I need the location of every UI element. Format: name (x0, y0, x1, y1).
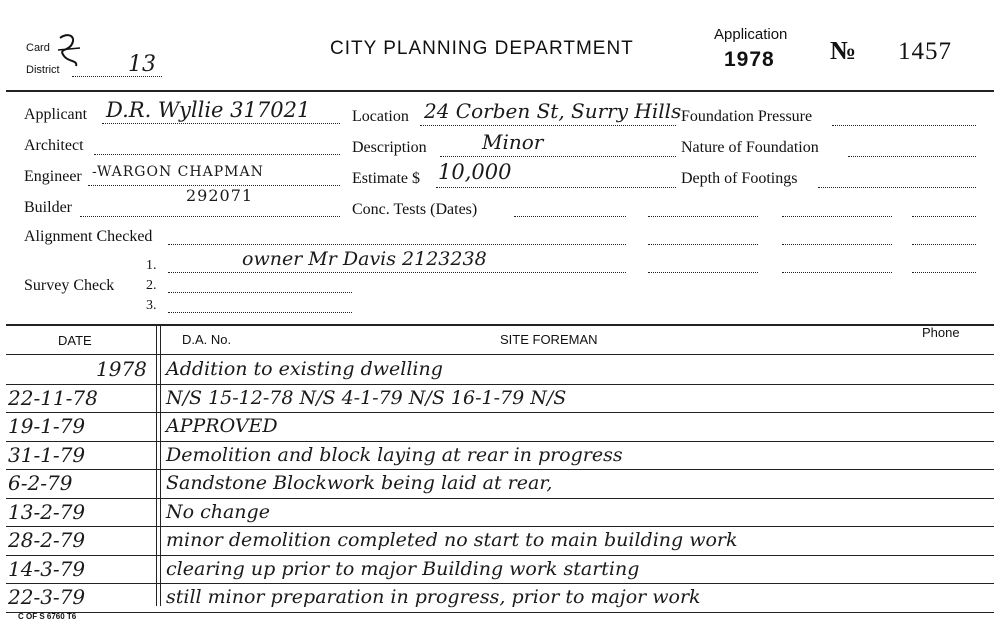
alignment-checked-label: Alignment Checked (24, 228, 153, 245)
architect-label: Architect (24, 137, 84, 154)
engineer-label: Engineer (24, 168, 82, 185)
application-year: 1978 (724, 48, 775, 71)
nature-of-foundation-label: Nature of Foundation (681, 139, 819, 156)
col-phone-header: Phone (922, 325, 960, 340)
application-number: 1457 (898, 38, 952, 65)
row-entry: No change (166, 500, 270, 523)
col-da-header: D.A. No. (182, 332, 232, 347)
applicant-label: Applicant (24, 106, 88, 123)
engineer-value: -WARGON CHAPMAN (92, 164, 264, 180)
description-label: Description (352, 139, 427, 156)
location-label: Location (352, 108, 409, 125)
builder-label: Builder (24, 199, 72, 216)
row-entry: minor demolition completed no start to main building work (166, 529, 738, 551)
card-label: Card (26, 42, 50, 54)
page-title: CITY PLANNING DEPARTMENT (330, 38, 634, 59)
row-entry: Addition to existing dwelling (166, 358, 443, 380)
estimate-label: Estimate $ (352, 170, 420, 187)
row-entry: N/S 15-12-78 N/S 4-1-79 N/S 16-1-79 N/S (166, 386, 567, 409)
col-foreman-header: SITE FOREMAN (500, 332, 598, 347)
row-date: 28-2-79 (8, 528, 86, 552)
estimate-value: 10,000 (438, 160, 512, 184)
number-symbol: № (830, 36, 857, 65)
survey-1-label: 1. (146, 258, 157, 273)
survey-2-label: 2. (146, 278, 157, 293)
row-date: 14-3-79 (8, 556, 86, 581)
row-entry: APPROVED (166, 415, 278, 437)
col-date-header: DATE (58, 333, 92, 348)
row-date: 13-2-79 (8, 499, 86, 524)
row-entry: clearing up prior to major Building work starting (166, 557, 640, 580)
row-entry: Sandstone Blockwork being laid at rear, (166, 472, 553, 494)
row-date: 6-2-79 (8, 471, 73, 495)
foundation-pressure-label: Foundation Pressure (681, 108, 813, 125)
conc-tests-label: Conc. Tests (Dates) (352, 201, 478, 218)
survey-1-value: owner Mr Davis 2123238 (242, 248, 487, 270)
application-label: Application (714, 26, 788, 43)
applicant-value: D.R. Wyllie 317021 (106, 98, 311, 122)
row-date: 31-1-79 (8, 442, 86, 467)
survey-check-label: Survey Check (24, 277, 115, 294)
row-date: 1978 (96, 357, 147, 381)
row-date: 19-1-79 (8, 414, 86, 438)
row-date: 22-3-79 (8, 585, 86, 609)
row-entry: Demolition and block laying at rear in progress (166, 443, 623, 466)
row-entry: still minor preparation in progress, prior to major work (166, 586, 701, 608)
form-code: C OF S 6760 T6 (18, 612, 77, 621)
row-date: 22-11-78 (8, 385, 98, 410)
engineer-value-number: 292071 (186, 186, 254, 205)
district-value: 13 (128, 52, 156, 77)
district-label: District (26, 64, 60, 76)
depth-of-footings-label: Depth of Footings (681, 170, 798, 187)
survey-3-label: 3. (146, 298, 157, 313)
location-value: 24 Corben St, Surry Hills (424, 99, 682, 123)
description-value: Minor (482, 130, 544, 154)
